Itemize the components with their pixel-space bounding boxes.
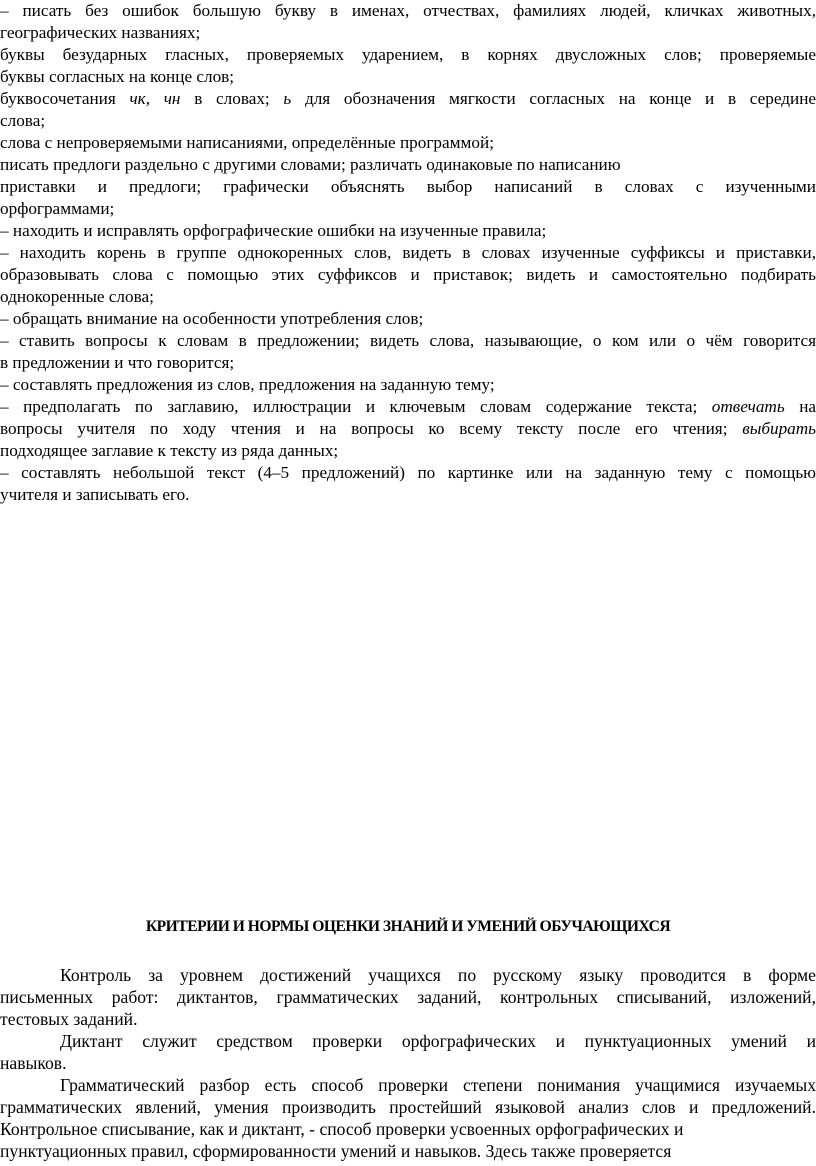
text-line: Диктант служит средством проверки орфографических и пунктуационных умений и (60, 1031, 816, 1051)
text-line: однокоренные слова; (0, 287, 154, 306)
text-line: Контрольное списывание, как и диктант, - способ проверки усвоенных орфографических и (0, 1119, 684, 1139)
text-line: в предложении и что говорится; (0, 353, 235, 372)
text-line: подходящее заглавие к тексту из ряда данных; (0, 441, 339, 460)
text-line: – находить и исправлять орфографические ошибки на изученные правила; (0, 221, 547, 240)
section-body (0, 964, 816, 1162)
text-line: грамматических явлений, умения производить простейший языковой анализ слов и предложений. (0, 1097, 816, 1117)
text-line: буквы согласных на конце слов; (0, 67, 235, 86)
text-line: – составлять небольшой текст (4–5 предложений) по картинке или на заданную тему с помощью (0, 463, 816, 482)
text-line: географических названиях; (0, 23, 201, 42)
text-segment: в словах; (194, 89, 270, 108)
text-line: слова с непроверяемыми написаниями, определённые программой; (0, 133, 494, 152)
text-line: пунктуационных правил, сформированности умений и навыков. Здесь также проверяется (0, 1141, 672, 1161)
text-line: писать предлоги раздельно с другими словами; различать одинаковые по написанию (0, 155, 621, 174)
text-line: приставки и предлоги; графически объяснять выбор написаний в словах с изученными (0, 177, 816, 196)
text-line: тестовых заданий. (0, 1009, 138, 1029)
text-segment: буквосочетания (0, 89, 116, 108)
text-line: Грамматический разбор есть способ проверки степени понимания учащимися изучаемых (60, 1075, 816, 1095)
section-title: КРИТЕРИИ И НОРМЫ ОЦЕНКИ ЗНАНИЙ И УМЕНИЙ ОБУЧАЮЩИХСЯ (145, 918, 671, 935)
text-segment: вопросы учителя по ходу чтения и на вопросы ко всему тексту после его чтения; (0, 419, 728, 438)
italic-term: чк, чн (129, 89, 181, 108)
italic-term: выбирать (742, 419, 816, 438)
text-segment: для обозначения мягкости согласных на конце и в середине (304, 89, 816, 108)
text-line: слова; (0, 111, 46, 130)
requirements-list (0, 0, 816, 506)
text-line: буквы безударных гласных, проверяемых ударением, в корнях двусложных слов; проверяемые (0, 45, 816, 64)
text-line (0, 88, 816, 110)
text-line: учителя и записывать его. (0, 485, 190, 504)
text-line: – ставить вопросы к словам в предложении; видеть слова, называющие, о ком или о чём говорится (0, 331, 816, 350)
text-line (0, 396, 816, 418)
text-line: – составлять предложения из слов, предложения на заданную тему; (0, 375, 495, 394)
text-segment: на (799, 397, 816, 416)
text-line: – находить корень в группе однокоренных слов, видеть в словах изученные суффиксы и приставки, (0, 243, 816, 262)
italic-term: ь (283, 89, 292, 108)
text-segment: – предполагать по заглавию, иллюстрации и ключевым словам содержание текста; (0, 397, 698, 416)
text-line (0, 418, 816, 440)
text-line: – обращать внимание на особенности употребления слов; (0, 309, 424, 328)
text-line: Контроль за уровнем достижений учащихся по русскому языку проводится в форме (60, 965, 816, 985)
italic-term: отвечать (711, 397, 785, 416)
text-line: орфограммами; (0, 199, 115, 218)
text-line: – писать без ошибок большую букву в именах, отчествах, фамилиях людей, кличках животных, (0, 1, 816, 20)
text-line: письменных работ: диктантов, грамматических заданий, контрольных списываний, изложений, (0, 987, 816, 1007)
text-line: навыков. (0, 1053, 67, 1073)
text-line: образовывать слова с помощью этих суффиксов и приставок; видеть и самостоятельно подбирать (0, 265, 816, 284)
